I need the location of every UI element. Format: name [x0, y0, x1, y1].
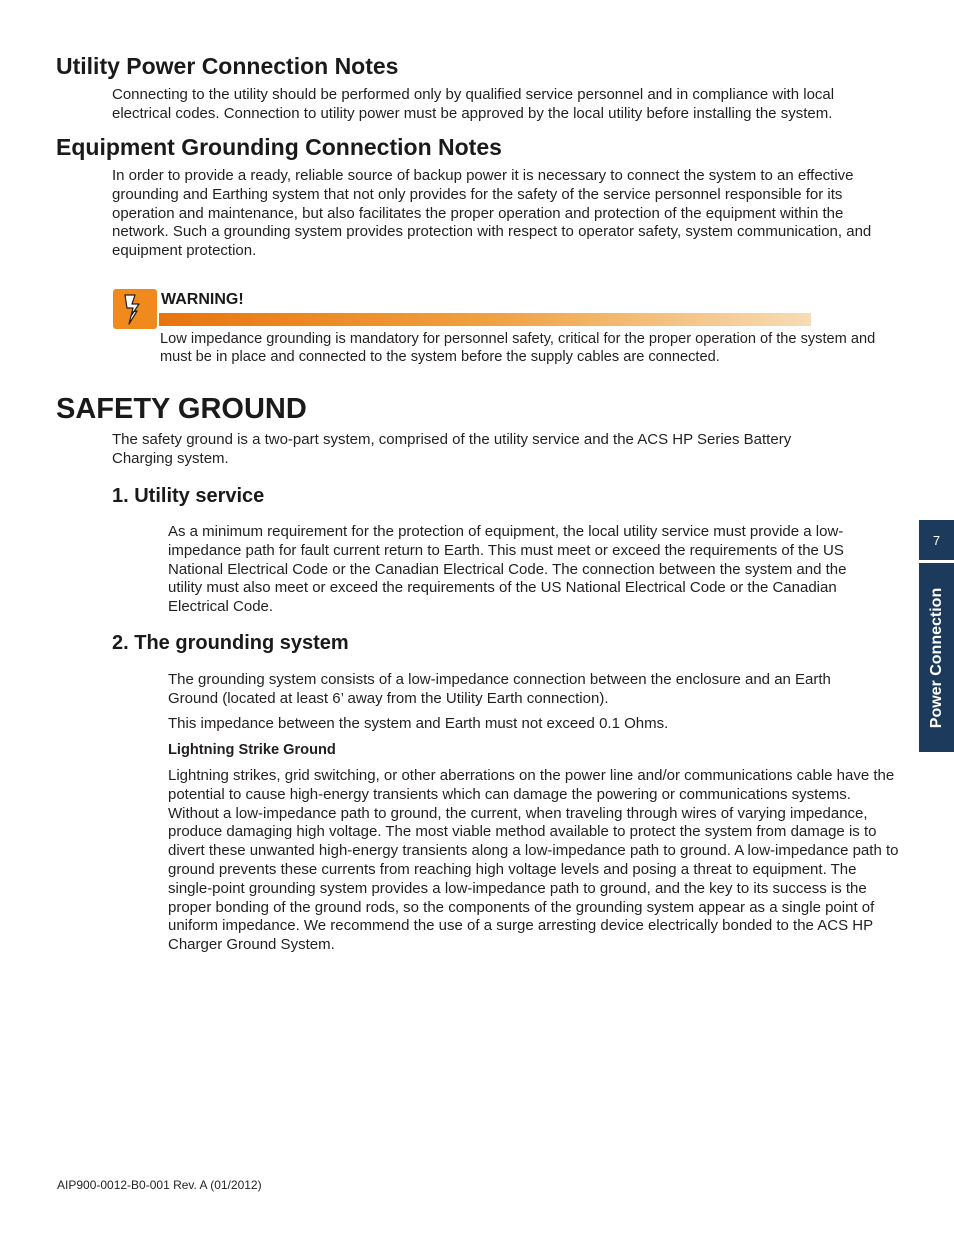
section-title-grounding-notes: Equipment Grounding Connection Notes [56, 134, 502, 160]
lightning-warning-icon [113, 289, 157, 329]
lightning-strike-body: Lightning strikes, grid switching, or other aberrations on the power line and/or communications cable have the potential to cause high-energy transients which can damage the powering or communications systems. Without a low-impedance path to ground, the current, when traveling through wires of varying impedance, produce damaging high voltage. The most viable method available to protect the system from damage is to divert these unwanted high-energy transients along a low-impedance path to ground. A low-impedance path to ground prevents these currents from reaching high voltage levels and posing a threat to equipment. The single-point grounding system provides a low-impedance path to ground, and the key to its success is the proper bonding of the ground rods, so the components of the grounding system appear as a single point of uniform impedance. We recommend the use of a surge arresting device electrically bonded to the ACS HP Charger Ground System. [168, 767, 899, 954]
warning-label: WARNING! [161, 291, 244, 308]
utility-power-body: Connecting to the utility should be performed only by qualified service personnel and in compliance with local electrical codes. Connection to utility power must be approved by the local utility before installing the system. [112, 86, 835, 122]
section-title-utility-power: Utility Power Connection Notes [56, 53, 399, 79]
grounding-system-para1: The grounding system consists of a low-impedance connection between the enclosure and an Earth Ground (located at least 6’ away from the Utility Earth connection). [168, 671, 831, 707]
footer-doc-id: AIP900-0012-B0-001 Rev. A (01/2012) [57, 1178, 262, 1192]
page-title-safety-ground: SAFETY GROUND [56, 393, 307, 425]
page-number-tab: 7 [919, 520, 954, 560]
grounding-system-para2: This impedance between the system and Earth must not exceed 0.1 Ohms. [168, 715, 669, 732]
warning-divider-bar [159, 313, 811, 326]
grounding-notes-body: In order to provide a ready, reliable source of backup power it is necessary to connect the system to an effective grounding and Earthing system that not only provides for the safety of the service personnel responsible for its operation and maintenance, but also facilitates the proper operation and protection of the equipment within the network. Such a grounding system provides protection with respect to operator safety, system communication, and equipment protection. [112, 167, 872, 260]
chapter-tab-power-connection [919, 563, 954, 752]
subsection-title-utility-service: 1. Utility service [112, 485, 265, 507]
safety-ground-intro: The safety ground is a two-part system, comprised of the utility service and the ACS HP Series Battery Charging system. [112, 431, 792, 467]
chapter-tab-label: Power Connection [927, 587, 945, 728]
utility-service-body: As a minimum requirement for the protection of equipment, the local utility service must provide a low-impedance path for fault current return to Earth. This must meet or exceed the requirements of the US National Electrical Code or the Canadian Electrical Code. The connection between the system and the utility must also meet or exceed the requirements of the US National Electrical Code or the Canadian Electrical Code. [168, 523, 847, 616]
warning-text: Low impedance grounding is mandatory for personnel safety, critical for the proper operation of the system and must be in place and connected to the system before the supply cables are connected. [160, 331, 876, 366]
subsection-title-grounding-system: 2. The grounding system [112, 632, 349, 654]
lightning-strike-heading: Lightning Strike Ground [168, 742, 336, 758]
